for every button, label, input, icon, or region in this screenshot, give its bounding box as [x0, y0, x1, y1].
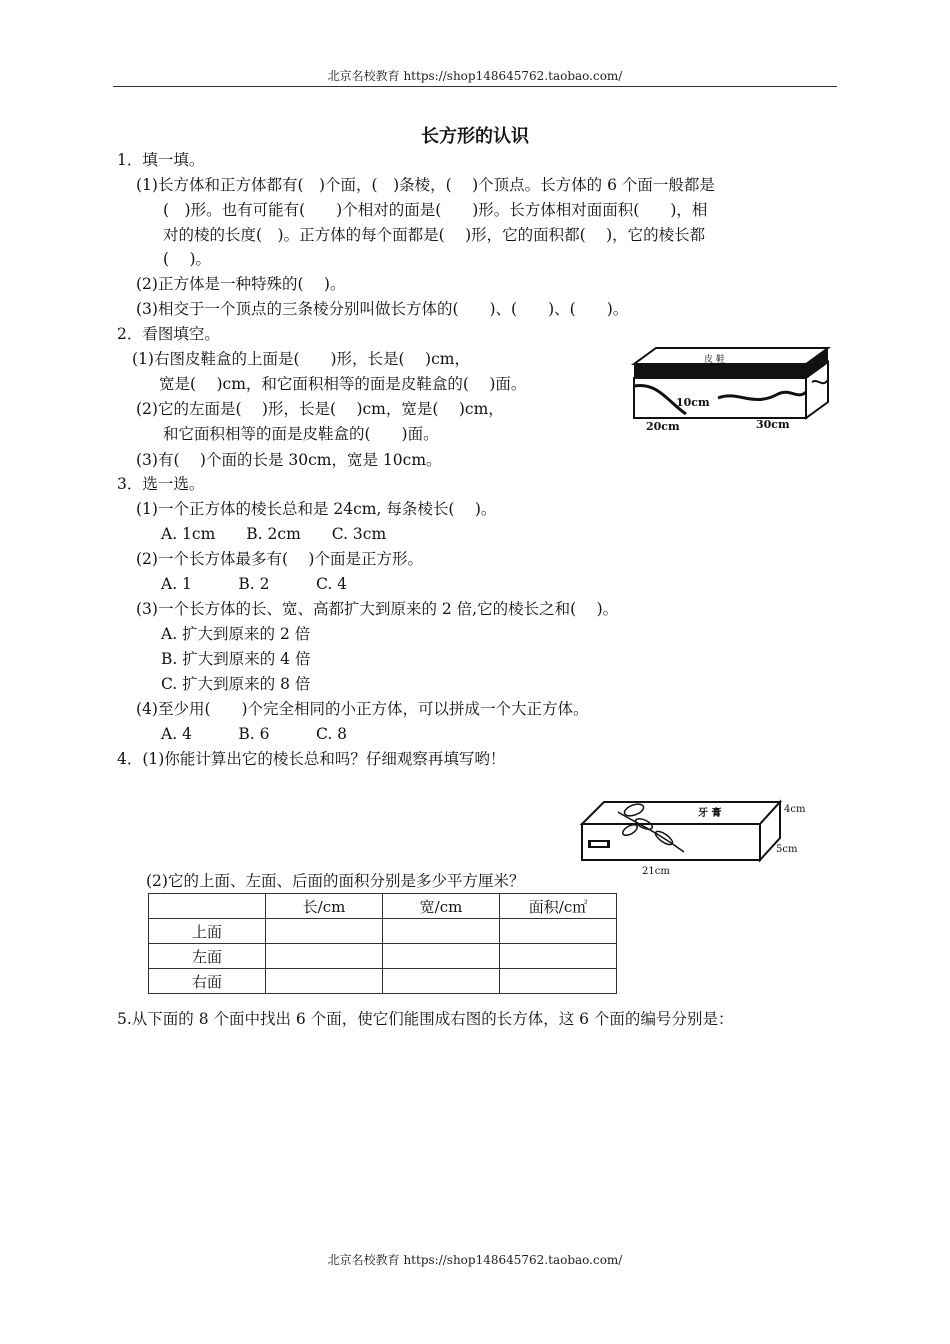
- s2-q3: (3)有( )个面的长是 30cm，宽是 10cm。: [136, 451, 442, 469]
- section-2-heading: 2．看图填空。: [117, 325, 220, 343]
- s3-q2-options: A. 1 B. 2 C. 4: [161, 575, 348, 593]
- s2-q2-line2: 和它面积相等的面是皮鞋盒的( )面。: [163, 425, 439, 443]
- shoe-box-lid-text: 皮 鞋: [704, 355, 725, 365]
- s3-q4-options: A. 4 B. 6 C. 8: [161, 725, 348, 743]
- toothpaste-length-label: 21cm: [642, 866, 670, 877]
- s1-q1-line1: (1)长方体和正方体都有( )个面，( )条棱，( )个顶点。长方体的 6 个面一般都是: [136, 176, 715, 194]
- s1-q1-line2: ( )形。也有可能有( )个相对的面是( )形。长方体相对面面积( )，相: [163, 201, 708, 219]
- s3-q3-option-c: C. 扩大到原来的 8 倍: [161, 675, 311, 693]
- answer-cell[interactable]: [500, 944, 617, 969]
- s3-q4: (4)至少用( )个完全相同的小正方体，可以拼成一个大正方体。: [136, 700, 589, 718]
- table-header-cell: 宽/cm: [383, 894, 500, 919]
- answer-cell[interactable]: [266, 969, 383, 994]
- s3-q2: (2)一个长方体最多有( )个面是正方形。: [136, 550, 423, 568]
- row-label: 左面: [149, 944, 266, 969]
- s3-q3-option-b: B. 扩大到原来的 4 倍: [161, 650, 311, 668]
- page-footer: 北京名校教育 https://shop148645762.taobao.com/: [327, 1253, 623, 1267]
- toothpaste-lid-text: 牙 膏: [698, 808, 722, 819]
- s3-q1-options: A. 1cm B. 2cm C. 3cm: [161, 525, 387, 543]
- shoe-box-height-label: 10cm: [676, 396, 710, 409]
- shoe-box-width-label: 20cm: [646, 420, 680, 433]
- row-label: 上面: [149, 919, 266, 944]
- table-header-cell: 面积/c㎡: [500, 894, 617, 919]
- s4-q1: 4．(1)你能计算出它的棱长总和吗？仔细观察再填写哟！: [117, 750, 506, 768]
- s3-q3-option-a: A. 扩大到原来的 2 倍: [161, 625, 311, 643]
- section-1-heading: 1．填一填。: [117, 151, 205, 169]
- s1-q2: (2)正方体是一种特殊的( )。: [136, 275, 346, 293]
- table-header-row: [149, 894, 617, 919]
- toothpaste-height-label: 4cm: [784, 804, 806, 815]
- page-header: 北京名校教育 https://shop148645762.taobao.com/: [327, 69, 623, 83]
- table-header-cell: 长/cm: [266, 894, 383, 919]
- toothpaste-width-label: 5cm: [776, 844, 798, 855]
- shoe-box-length-label: 30cm: [756, 418, 790, 431]
- s5-text: 5.从下面的 8 个面中找出 6 个面，使它们能围成右图的长方体，这 6 个面的编号分别是：: [117, 1010, 734, 1028]
- s1-q1-line3: 对的棱的长度( )。正方体的每个面都是( )形，它的面积都( )，它的棱长都: [163, 226, 706, 244]
- row-label: 右面: [149, 969, 266, 994]
- table-row: [149, 919, 617, 944]
- answer-cell[interactable]: [266, 919, 383, 944]
- shoe-box-figure: [628, 342, 832, 434]
- s2-q1-line1: (1)右图皮鞋盒的上面是( )形，长是( )cm，: [132, 350, 470, 368]
- answer-cell[interactable]: [500, 919, 617, 944]
- answer-cell[interactable]: [383, 944, 500, 969]
- table-row: [149, 944, 617, 969]
- answer-cell[interactable]: [500, 969, 617, 994]
- s4-q2: (2)它的上面、左面、后面的面积分别是多少平方厘米？: [146, 872, 525, 890]
- table-header-cell: [149, 894, 266, 919]
- answer-cell[interactable]: [383, 969, 500, 994]
- s3-q3: (3)一个长方体的长、宽、高都扩大到原来的 2 倍,它的棱长之和( )。: [136, 600, 619, 618]
- page-title: 长方形的认识: [421, 126, 529, 147]
- table-row: [149, 969, 617, 994]
- s2-q1-line2: 宽是( )cm，和它面积相等的面是皮鞋盒的( )面。: [159, 375, 527, 393]
- s2-q2-line1: (2)它的左面是( )形，长是( )cm，宽是( )cm，: [136, 400, 504, 418]
- s1-q1-line4: ( )。: [163, 250, 212, 268]
- s3-q1: (1)一个正方体的棱长总和是 24cm, 每条棱长( )。: [136, 500, 497, 518]
- answer-cell[interactable]: [266, 944, 383, 969]
- toothpaste-box-figure: [574, 794, 814, 878]
- area-table: [148, 893, 617, 994]
- header-divider: [113, 86, 837, 87]
- s1-q3: (3)相交于一个顶点的三条棱分别叫做长方体的( )、( )、( )。: [136, 300, 629, 318]
- section-3-heading: 3．选一选。: [117, 475, 205, 493]
- answer-cell[interactable]: [383, 919, 500, 944]
